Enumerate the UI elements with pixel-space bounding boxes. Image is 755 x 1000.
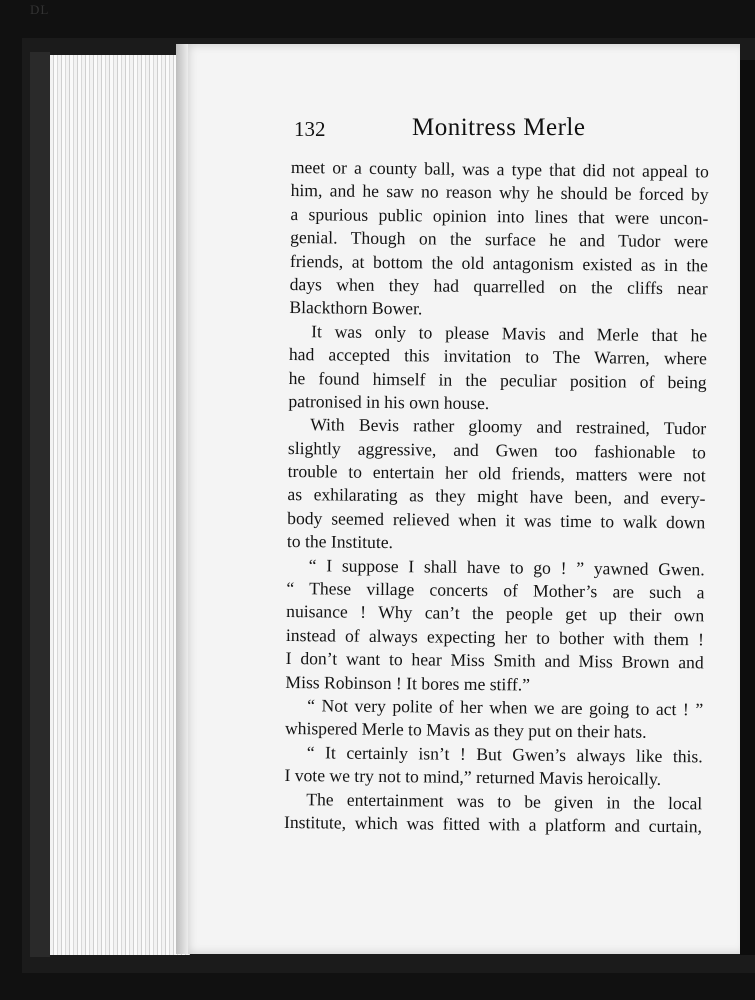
text-line: days when they had quarrelled on the cliffs near: [289, 273, 708, 299]
page-gutter: [176, 44, 188, 954]
text-line: to the Institute.: [286, 531, 394, 553]
running-head-title: Monitress Merle: [412, 114, 586, 141]
text-line: It was only to please Mavis and Merle that he: [311, 320, 708, 346]
text-line: trouble to entertain her old friends, matters were not: [287, 461, 706, 486]
text-line: nuisance ! Why can’t the people get up their own: [286, 601, 705, 626]
page-number: 132: [294, 117, 326, 141]
text-line: “ It certainly isn’t ! But Gwen’s always like this.: [306, 741, 703, 767]
text-line: as exhilarating as they might have been, and every-: [287, 484, 706, 509]
text-line: Institute, which was fitted with a platform and curtain,: [283, 811, 703, 837]
text-line: meet or a county ball, was a type that did not appeal to: [290, 156, 709, 182]
text-line: body seemed relieved when it was time to walk down: [287, 507, 706, 533]
facing-page-edge: [740, 60, 755, 955]
text-line: The entertainment was to be given in the local: [306, 788, 703, 813]
page-edges-stack: [50, 55, 190, 955]
cover-edge: [30, 52, 50, 957]
text-line: he found himself in the peculiar position of being: [288, 367, 707, 392]
text-line: I don’t want to hear Miss Smith and Miss Brown and: [285, 648, 704, 673]
text-line: “ I suppose I shall have to go ! ” yawned Gwen.: [308, 554, 705, 579]
text-line: instead of always expecting her to bother with them !: [285, 624, 705, 650]
text-line: slightly aggressive, and Gwen too fashionable to: [287, 437, 707, 463]
text-line: patronised in his own house.: [288, 390, 490, 413]
text-line: genial. Though on the surface he and Tudor were: [290, 227, 709, 252]
text-line: Miss Robinson ! It bores me stiff.”: [285, 671, 531, 695]
text-line: friends, at bottom the old antagonism existed as in the: [289, 250, 708, 275]
text-line: I vote we try not to mind,” returned Mavis heroically.: [284, 765, 662, 790]
text-line: Blackthorn Bower.: [289, 297, 423, 319]
text-line: “ Not very polite of her when we are going to act ! ”: [307, 695, 704, 720]
text-line: a spurious public opinion into lines that were uncon-: [290, 203, 709, 229]
body-text: [284, 156, 709, 839]
text-line: “ These village concerts of Mother’s are such a: [286, 578, 705, 603]
text-line: whispered Merle to Mavis as they put on their hats.: [284, 718, 647, 743]
text-line: had accepted this invitation to The Warren, where: [288, 344, 708, 369]
corner-mark: DL: [30, 2, 50, 17]
text-line: With Bevis rather gloomy and restrained, Tudor: [310, 414, 707, 439]
text-line: him, and he saw no reason why he should be forced by: [290, 180, 709, 205]
